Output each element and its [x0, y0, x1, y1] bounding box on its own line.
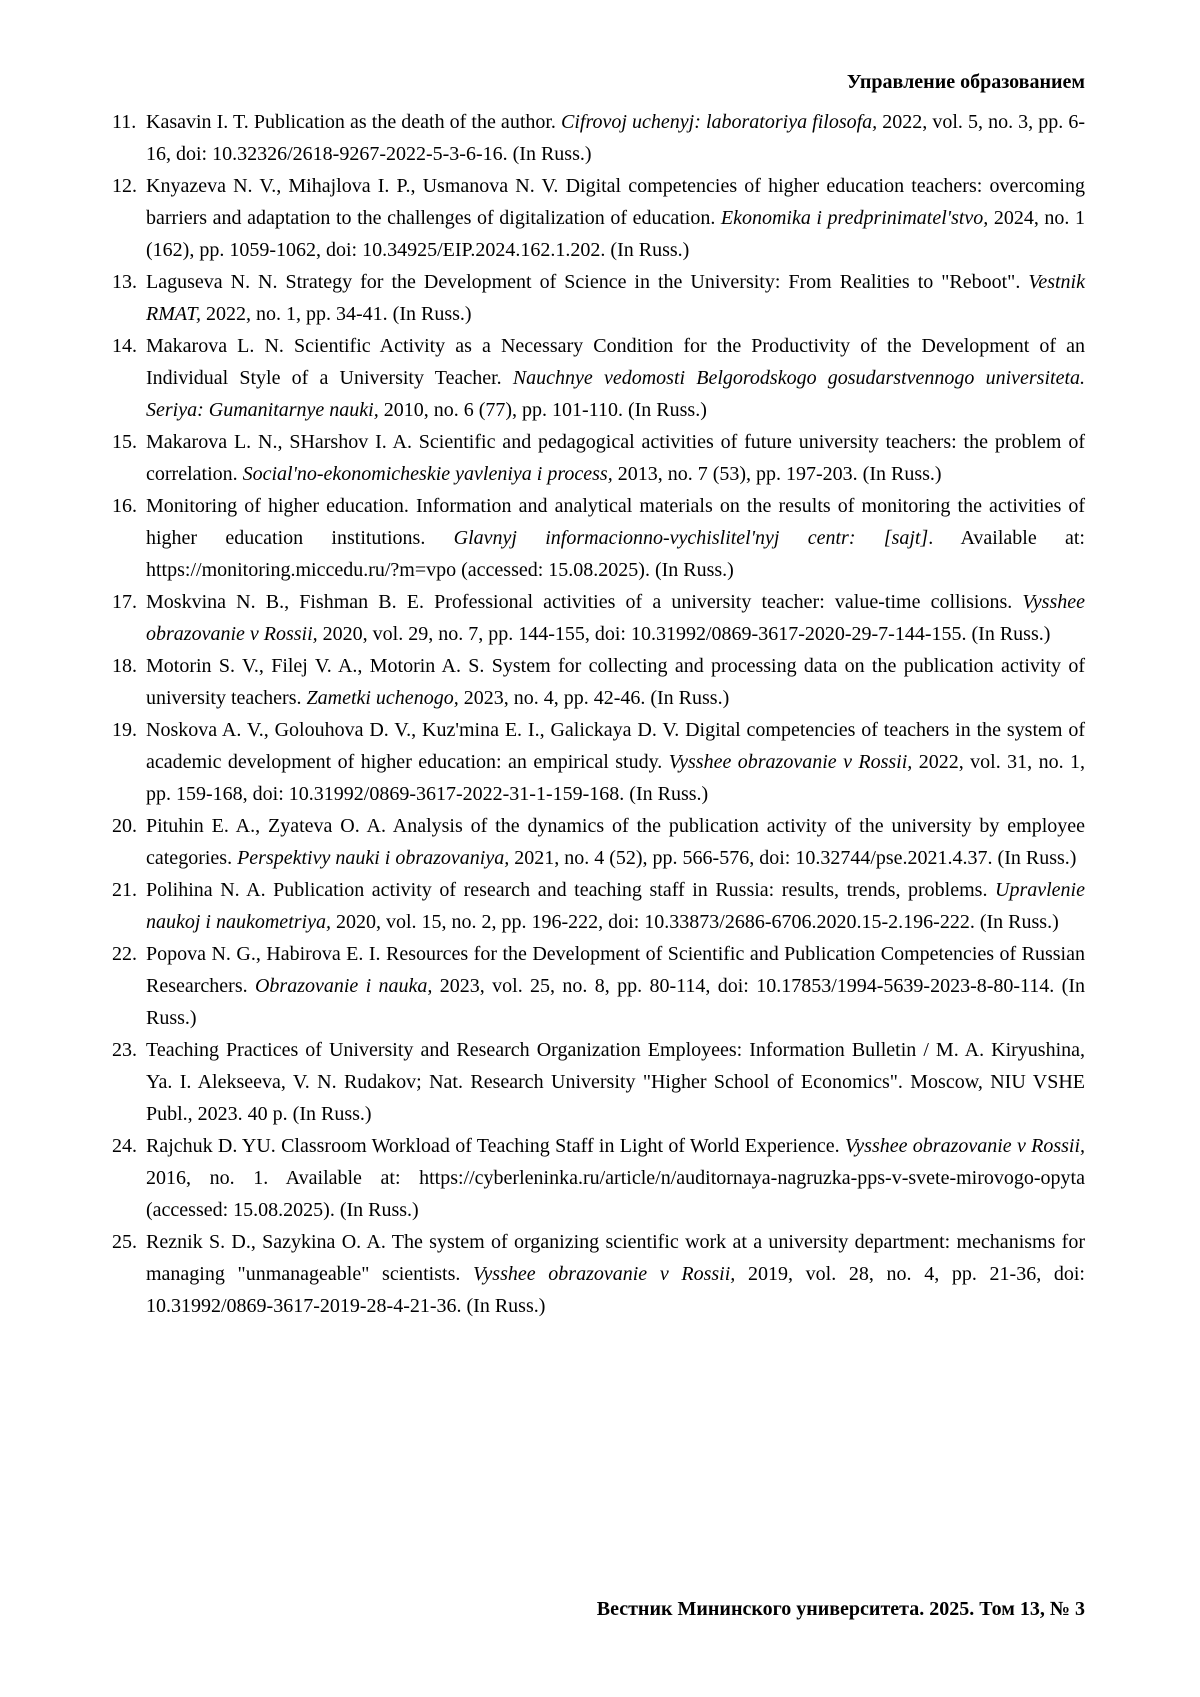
- reference-number: 13.: [112, 271, 137, 293]
- reference-number: 16.: [112, 495, 137, 517]
- reference-text: Noskova A. V., Golouhova D. V., Kuz'mina E. I., Galickaya D. V. Digital competencies of teachers in the system of academic development of higher education: an empirical study. Vysshee obrazovanie v Rossii, 2022, vol. 31, no. 1, pp. 159-168, doi: 10.31992/0869-3617-2022-31-1-159-168. (In Russ.): [146, 719, 1085, 805]
- reference-item: [112, 426, 1085, 490]
- reference-item: [112, 330, 1085, 426]
- reference-text: Polihina N. A. Publication activity of research and teaching staff in Russia: results, trends, problems. Upravlenie naukoj i naukometriya, 2020, vol. 15, no. 2, pp. 196-222, doi: 10.33873/2686-6706.2020.15-2.196-222. (In Russ.): [146, 879, 1085, 933]
- reference-number: 15.: [112, 431, 137, 453]
- reference-item: [112, 714, 1085, 810]
- reference-item: [112, 938, 1085, 1034]
- reference-item: [112, 266, 1085, 330]
- reference-number: 19.: [112, 719, 137, 741]
- reference-text: Knyazeva N. V., Mihajlova I. P., Usmanova N. V. Digital competencies of higher education teachers: overcoming barriers and adaptation to the challenges of digitalization of education. Ekonomika i predprinimatel'stvo, 2024, no. 1 (162), pp. 1059-1062, doi: 10.34925/EIP.2024.162.1.202. (In Russ.): [146, 175, 1085, 261]
- references-list: [112, 106, 1085, 1322]
- reference-item: [112, 650, 1085, 714]
- reference-item: [112, 170, 1085, 266]
- reference-item: [112, 1034, 1085, 1130]
- reference-text: Monitoring of higher education. Information and analytical materials on the results of monitoring the activities of higher education institutions. Glavnyj informacionno-vychislitel'nyj centr: [sajt]. Available at: https://monitoring.miccedu.ru/?m=vpo (accessed: 15.08.2025). (In Russ.): [146, 495, 1085, 581]
- reference-number: 14.: [112, 335, 137, 357]
- reference-number: 18.: [112, 655, 137, 677]
- reference-number: 25.: [112, 1231, 137, 1253]
- reference-text: Rajchuk D. YU. Classroom Workload of Teaching Staff in Light of World Experience. Vysshee obrazovanie v Rossii, 2016, no. 1. Available at: https://cyberleninka.ru/article/n/auditornaya-nagruzka-pps-v-svete-mirovogo-opyta (accessed: 15.08.2025). (In Russ.): [146, 1135, 1085, 1221]
- reference-number: 17.: [112, 591, 137, 613]
- reference-text: Motorin S. V., Filej V. A., Motorin A. S. System for collecting and processing data on the publication activity of university teachers. Zametki uchenogo, 2023, no. 4, pp. 42-46. (In Russ.): [146, 655, 1085, 709]
- reference-text: Pituhin E. A., Zyateva O. A. Analysis of the dynamics of the publication activity of the university by employee categories. Perspektivy nauki i obrazovaniya, 2021, no. 4 (52), pp. 566-576, doi: 10.32744/pse.2021.4.37. (In Russ.): [146, 815, 1085, 869]
- reference-number: 23.: [112, 1039, 137, 1061]
- running-footer: Вестник Мининского университета. 2025. Том 13, № 3: [596, 1598, 1085, 1620]
- reference-item: [112, 490, 1085, 586]
- running-header: Управление образованием: [846, 71, 1085, 93]
- reference-text: Kasavin I. T. Publication as the death of the author. Cifrovoj uchenyj: laboratoriya filosofa, 2022, vol. 5, no. 3, pp. 6-16, doi: 10.32326/2618-9267-2022-5-3-6-16. (In Russ.): [146, 111, 1085, 165]
- reference-item: [112, 874, 1085, 938]
- reference-item: [112, 1130, 1085, 1226]
- reference-number: 24.: [112, 1135, 137, 1157]
- reference-number: 12.: [112, 175, 137, 197]
- reference-text: Moskvina N. B., Fishman B. E. Professional activities of a university teacher: value-time collisions. Vysshee obrazovanie v Rossii, 2020, vol. 29, no. 7, pp. 144-155, doi: 10.31992/0869-3617-2020-29-7-144-155. (In Russ.): [146, 591, 1085, 645]
- reference-text: Makarova L. N., SHarshov I. A. Scientific and pedagogical activities of future university teachers: the problem of correlation. Social'no-ekonomicheskie yavleniya i process, 2013, no. 7 (53), pp. 197-203. (In Russ.): [146, 431, 1085, 485]
- reference-number: 20.: [112, 815, 137, 837]
- reference-text: Popova N. G., Habirova E. I. Resources for the Development of Scientific and Publication Competencies of Russian Researchers. Obrazovanie i nauka, 2023, vol. 25, no. 8, pp. 80-114, doi: 10.17853/1994-5639-2023-8-80-114. (In Russ.): [146, 943, 1085, 1029]
- reference-item: [112, 106, 1085, 170]
- reference-text: Reznik S. D., Sazykina O. A. The system of organizing scientific work at a university department: mechanisms for managing "unmanageable" scientists. Vysshee obrazovanie v Rossii, 2019, vol. 28, no. 4, pp. 21-36, doi: 10.31992/0869-3617-2019-28-4-21-36. (In Russ.): [146, 1231, 1085, 1317]
- reference-item: [112, 586, 1085, 650]
- reference-text: Teaching Practices of University and Research Organization Employees: Information Bulletin / M. A. Kiryushina, Ya. I. Alekseeva, V. N. Rudakov; Nat. Research University "Higher School of Economics". Moscow, NIU VSHE Publ., 2023. 40 p. (In Russ.): [146, 1039, 1085, 1125]
- reference-number: 21.: [112, 879, 137, 901]
- reference-text: Laguseva N. N. Strategy for the Development of Science in the University: From Realities to "Reboot". Vestnik RMAT, 2022, no. 1, pp. 34-41. (In Russ.): [146, 271, 1085, 325]
- reference-text: Makarova L. N. Scientific Activity as a Necessary Condition for the Productivity of the Development of an Individual Style of a University Teacher. Nauchnye vedomosti Belgorodskogo gosudarstvennogo universiteta. Seriya: Gumanitarnye nauki, 2010, no. 6 (77), pp. 101-110. (In Russ.): [146, 335, 1085, 421]
- reference-item: [112, 810, 1085, 874]
- reference-item: [112, 1226, 1085, 1322]
- reference-number: 11.: [112, 111, 137, 133]
- reference-number: 22.: [112, 943, 137, 965]
